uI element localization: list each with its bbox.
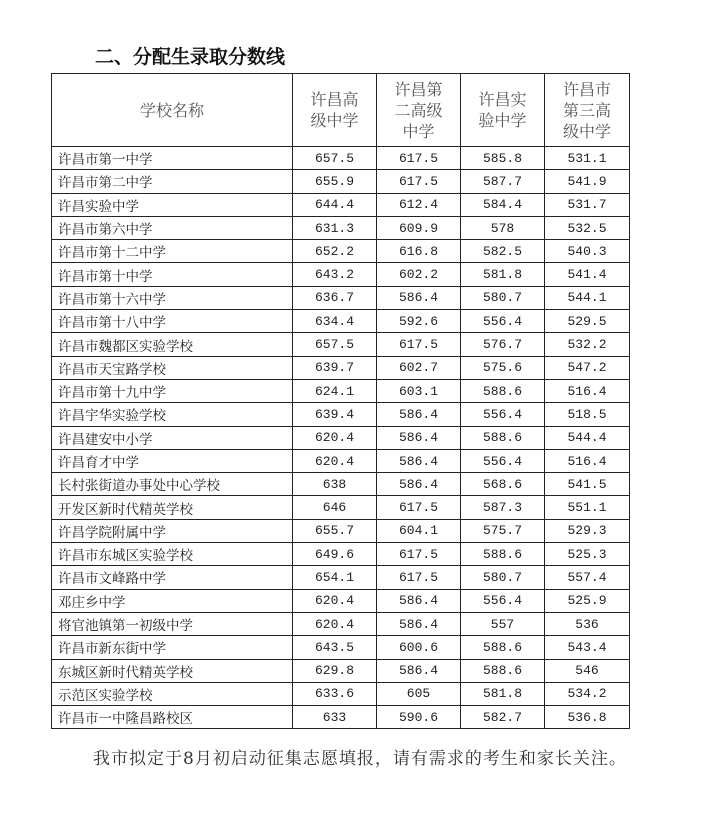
school-name-cell: 许昌市第二中学 xyxy=(52,170,293,193)
score-cell: 546 xyxy=(545,659,630,682)
score-cell: 543.4 xyxy=(545,636,630,659)
score-cell: 585.8 xyxy=(461,147,545,170)
table-row xyxy=(52,496,630,519)
score-cell: 529.5 xyxy=(545,310,630,333)
score-cell: 586.4 xyxy=(377,449,461,472)
table-row xyxy=(52,659,630,682)
score-cell: 532.2 xyxy=(545,333,630,356)
school-name-cell: 许昌市第十六中学 xyxy=(52,286,293,309)
score-cell: 655.7 xyxy=(293,519,377,542)
table-row xyxy=(52,706,630,729)
score-cell: 578 xyxy=(461,216,545,239)
school-name-cell: 许昌市第十九中学 xyxy=(52,379,293,402)
score-cell: 525.9 xyxy=(545,589,630,612)
table-row xyxy=(52,170,630,193)
school-name-cell: 邓庄乡中学 xyxy=(52,589,293,612)
score-cell: 531.7 xyxy=(545,193,630,216)
score-cell: 657.5 xyxy=(293,333,377,356)
score-cell: 588.6 xyxy=(461,379,545,402)
school-name-cell: 许昌建安中小学 xyxy=(52,426,293,449)
header-school-3: 许昌实验中学 xyxy=(461,74,545,147)
score-cell: 631.3 xyxy=(293,216,377,239)
table-row xyxy=(52,147,630,170)
notice-paragraph: 我市拟定于8月初启动征集志愿填报，请有需求的考生和家长关注。 xyxy=(93,749,627,769)
score-cell: 633 xyxy=(293,706,377,729)
table-row xyxy=(52,310,630,333)
score-cell: 580.7 xyxy=(461,286,545,309)
score-cell: 541.9 xyxy=(545,170,630,193)
score-cell: 588.6 xyxy=(461,636,545,659)
school-name-cell: 开发区新时代精英学校 xyxy=(52,496,293,519)
school-name-cell: 许昌市第十二中学 xyxy=(52,240,293,263)
score-cell: 540.3 xyxy=(545,240,630,263)
section-title: 二、分配生录取分数线 xyxy=(95,46,286,68)
score-cell: 649.6 xyxy=(293,543,377,566)
score-cell: 629.8 xyxy=(293,659,377,682)
score-cell: 584.4 xyxy=(461,193,545,216)
score-cell: 617.5 xyxy=(377,496,461,519)
header-school-name: 学校名称 xyxy=(52,74,293,147)
score-cell: 617.5 xyxy=(377,170,461,193)
school-name-cell: 许昌市东城区实验学校 xyxy=(52,543,293,566)
table-row xyxy=(52,566,630,589)
score-cell: 586.4 xyxy=(377,473,461,496)
score-cell: 646 xyxy=(293,496,377,519)
score-cell: 518.5 xyxy=(545,403,630,426)
school-name-cell: 许昌市文峰路中学 xyxy=(52,566,293,589)
score-cell: 532.5 xyxy=(545,216,630,239)
score-cell: 586.4 xyxy=(377,286,461,309)
score-cell: 643.2 xyxy=(293,263,377,286)
score-cell: 654.1 xyxy=(293,566,377,589)
score-cell: 592.6 xyxy=(377,310,461,333)
table-row xyxy=(52,449,630,472)
score-cell: 620.4 xyxy=(293,449,377,472)
score-cell: 620.4 xyxy=(293,612,377,635)
score-cell: 544.1 xyxy=(545,286,630,309)
school-name-cell: 东城区新时代精英学校 xyxy=(52,659,293,682)
header-school-1: 许昌高级中学 xyxy=(293,74,377,147)
school-name-cell: 许昌市第十中学 xyxy=(52,263,293,286)
school-name-cell: 许昌市第六中学 xyxy=(52,216,293,239)
header-school-2: 许昌第二高级中学 xyxy=(377,74,461,147)
table-row xyxy=(52,473,630,496)
score-cell: 582.5 xyxy=(461,240,545,263)
school-name-cell: 许昌实验中学 xyxy=(52,193,293,216)
score-cell: 616.8 xyxy=(377,240,461,263)
school-name-cell: 许昌市一中隆昌路校区 xyxy=(52,706,293,729)
score-cell: 525.3 xyxy=(545,543,630,566)
school-name-cell: 许昌学院附属中学 xyxy=(52,519,293,542)
score-cell: 602.7 xyxy=(377,356,461,379)
score-cell: 531.1 xyxy=(545,147,630,170)
score-cell: 582.7 xyxy=(461,706,545,729)
score-cell: 536.8 xyxy=(545,706,630,729)
school-name-cell: 许昌市第一中学 xyxy=(52,147,293,170)
table-row xyxy=(52,519,630,542)
score-cell: 636.7 xyxy=(293,286,377,309)
score-cell: 541.4 xyxy=(545,263,630,286)
score-cell: 581.8 xyxy=(461,263,545,286)
score-cell: 624.1 xyxy=(293,379,377,402)
table-row xyxy=(52,216,630,239)
score-cell: 617.5 xyxy=(377,566,461,589)
table-row xyxy=(52,543,630,566)
score-cell: 557 xyxy=(461,612,545,635)
score-cell: 588.6 xyxy=(461,426,545,449)
score-cell: 657.5 xyxy=(293,147,377,170)
score-cell: 633.6 xyxy=(293,682,377,705)
score-cell: 634.4 xyxy=(293,310,377,333)
score-cell: 556.4 xyxy=(461,589,545,612)
score-cell: 556.4 xyxy=(461,403,545,426)
score-cell: 644.4 xyxy=(293,193,377,216)
table-row xyxy=(52,426,630,449)
score-cell: 586.4 xyxy=(377,659,461,682)
table-row xyxy=(52,379,630,402)
score-cell: 587.7 xyxy=(461,170,545,193)
score-cell: 652.2 xyxy=(293,240,377,263)
score-cell: 576.7 xyxy=(461,333,545,356)
score-cell: 581.8 xyxy=(461,682,545,705)
score-cell: 586.4 xyxy=(377,403,461,426)
school-name-cell: 许昌宇华实验学校 xyxy=(52,403,293,426)
score-cell: 612.4 xyxy=(377,193,461,216)
school-name-cell: 示范区实验学校 xyxy=(52,682,293,705)
table-row xyxy=(52,682,630,705)
score-cell: 588.6 xyxy=(461,543,545,566)
score-cell: 617.5 xyxy=(377,543,461,566)
score-cell: 586.4 xyxy=(377,426,461,449)
score-cell: 620.4 xyxy=(293,589,377,612)
score-cell: 544.4 xyxy=(545,426,630,449)
school-name-cell: 将官池镇第一初级中学 xyxy=(52,612,293,635)
table-row xyxy=(52,589,630,612)
score-cell: 547.2 xyxy=(545,356,630,379)
school-name-cell: 长村张街道办事处中心学校 xyxy=(52,473,293,496)
score-cell: 580.7 xyxy=(461,566,545,589)
table-row xyxy=(52,240,630,263)
table-row xyxy=(52,636,630,659)
score-cell: 603.1 xyxy=(377,379,461,402)
score-cell: 541.5 xyxy=(545,473,630,496)
table-row xyxy=(52,263,630,286)
score-cell: 643.5 xyxy=(293,636,377,659)
score-cell: 516.4 xyxy=(545,449,630,472)
score-table xyxy=(51,73,630,729)
score-cell: 536 xyxy=(545,612,630,635)
score-cell: 600.6 xyxy=(377,636,461,659)
score-cell: 588.6 xyxy=(461,659,545,682)
score-cell: 575.6 xyxy=(461,356,545,379)
school-name-cell: 许昌市第十八中学 xyxy=(52,310,293,333)
score-cell: 638 xyxy=(293,473,377,496)
table-row xyxy=(52,403,630,426)
score-cell: 609.9 xyxy=(377,216,461,239)
score-cell: 556.4 xyxy=(461,310,545,333)
score-cell: 575.7 xyxy=(461,519,545,542)
school-name-cell: 许昌市天宝路学校 xyxy=(52,356,293,379)
table-row xyxy=(52,193,630,216)
score-cell: 516.4 xyxy=(545,379,630,402)
score-cell: 534.2 xyxy=(545,682,630,705)
table-row xyxy=(52,612,630,635)
score-cell: 551.1 xyxy=(545,496,630,519)
score-cell: 586.4 xyxy=(377,612,461,635)
table-row xyxy=(52,286,630,309)
score-cell: 617.5 xyxy=(377,333,461,356)
score-cell: 557.4 xyxy=(545,566,630,589)
score-cell: 590.6 xyxy=(377,706,461,729)
score-cell: 620.4 xyxy=(293,426,377,449)
score-cell: 639.7 xyxy=(293,356,377,379)
table-row xyxy=(52,356,630,379)
score-cell: 617.5 xyxy=(377,147,461,170)
score-cell: 655.9 xyxy=(293,170,377,193)
score-cell: 605 xyxy=(377,682,461,705)
school-name-cell: 许昌市魏都区实验学校 xyxy=(52,333,293,356)
header-school-4: 许昌市第三高级中学 xyxy=(545,74,630,147)
score-cell: 604.1 xyxy=(377,519,461,542)
score-cell: 586.4 xyxy=(377,589,461,612)
score-cell: 568.6 xyxy=(461,473,545,496)
score-cell: 602.2 xyxy=(377,263,461,286)
table-row xyxy=(52,333,630,356)
score-cell: 639.4 xyxy=(293,403,377,426)
score-cell: 529.3 xyxy=(545,519,630,542)
score-cell: 556.4 xyxy=(461,449,545,472)
school-name-cell: 许昌市新东街中学 xyxy=(52,636,293,659)
school-name-cell: 许昌育才中学 xyxy=(52,449,293,472)
table-header-row xyxy=(52,74,630,147)
score-cell: 587.3 xyxy=(461,496,545,519)
